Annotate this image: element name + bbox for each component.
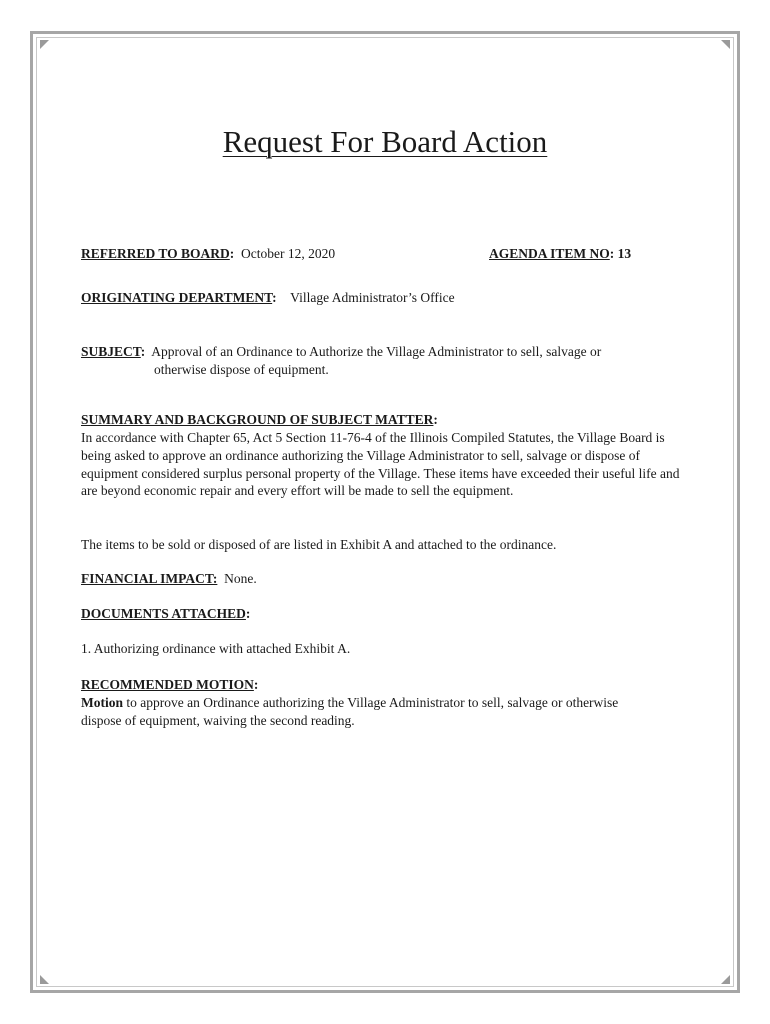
motion-heading: RECOMMENDED MOTION: (81, 677, 259, 692)
summary-heading: SUMMARY AND BACKGROUND OF SUBJECT MATTER: (81, 412, 438, 427)
corner-ornament (40, 40, 49, 49)
financial-impact (81, 570, 257, 588)
subject-line-2: otherwise dispose of equipment. (154, 362, 329, 377)
summary-body: In accordance with Chapter 65, Act 5 Section 11-76-4 of the Illinois Compiled Statutes, the Village Board is being asked to approve an ordinance authorizing the Village Administrator to sell, salvage or dispose of equipment considered surplus personal property of the Village. These items have exceeded their useful life and are beyond economic repair and every effort will be made to sell the equipment. (81, 430, 680, 499)
corner-ornament (721, 40, 730, 49)
corner-ornament (721, 975, 730, 984)
subject: SUBJECT: Approval of an Ordinance to Authorize the Village Administrator to sell, salvage or (81, 344, 602, 359)
subject-label: SUBJECT (81, 344, 141, 359)
documents-heading: DOCUMENTS ATTACHED: (81, 606, 251, 621)
agenda-item: AGENDA ITEM NO: 13 (489, 246, 632, 261)
motion-body (81, 694, 641, 730)
agenda-number: 13 (617, 246, 632, 261)
page-title: Request For Board Action (222, 124, 548, 159)
financial-label: FINANCIAL IMPACT: (81, 571, 218, 586)
referred-date: October 12, 2020 (241, 246, 336, 261)
agenda-label: AGENDA ITEM NO (489, 246, 610, 261)
motion-text: to approve an Ordinance authorizing the Village Administrator to sell, salvage or otherwise dispose of equipment, waiving the second reading. (81, 695, 619, 728)
items-paragraph: The items to be sold or disposed of are listed in Exhibit A and attached to the ordinance. (81, 537, 557, 552)
motion-lead: Motion (81, 695, 123, 710)
document-item: 1. Authorizing ordinance with attached Exhibit A. (81, 641, 351, 656)
subject-line-1: Approval of an Ordinance to Authorize the Village Administrator to sell, salvage or (151, 344, 602, 359)
financial-value: None. (224, 571, 257, 586)
corner-ornament (40, 975, 49, 984)
dept-value: Village Administrator’s Office (290, 290, 455, 305)
referred-label: REFERRED TO BOARD (81, 246, 230, 261)
originating-department: ORIGINATING DEPARTMENT: Village Administrator’s Office (81, 290, 455, 305)
dept-label: ORIGINATING DEPARTMENT (81, 290, 273, 305)
referred-to-board: REFERRED TO BOARD: October 12, 2020 (81, 246, 336, 261)
page-border (30, 31, 740, 993)
